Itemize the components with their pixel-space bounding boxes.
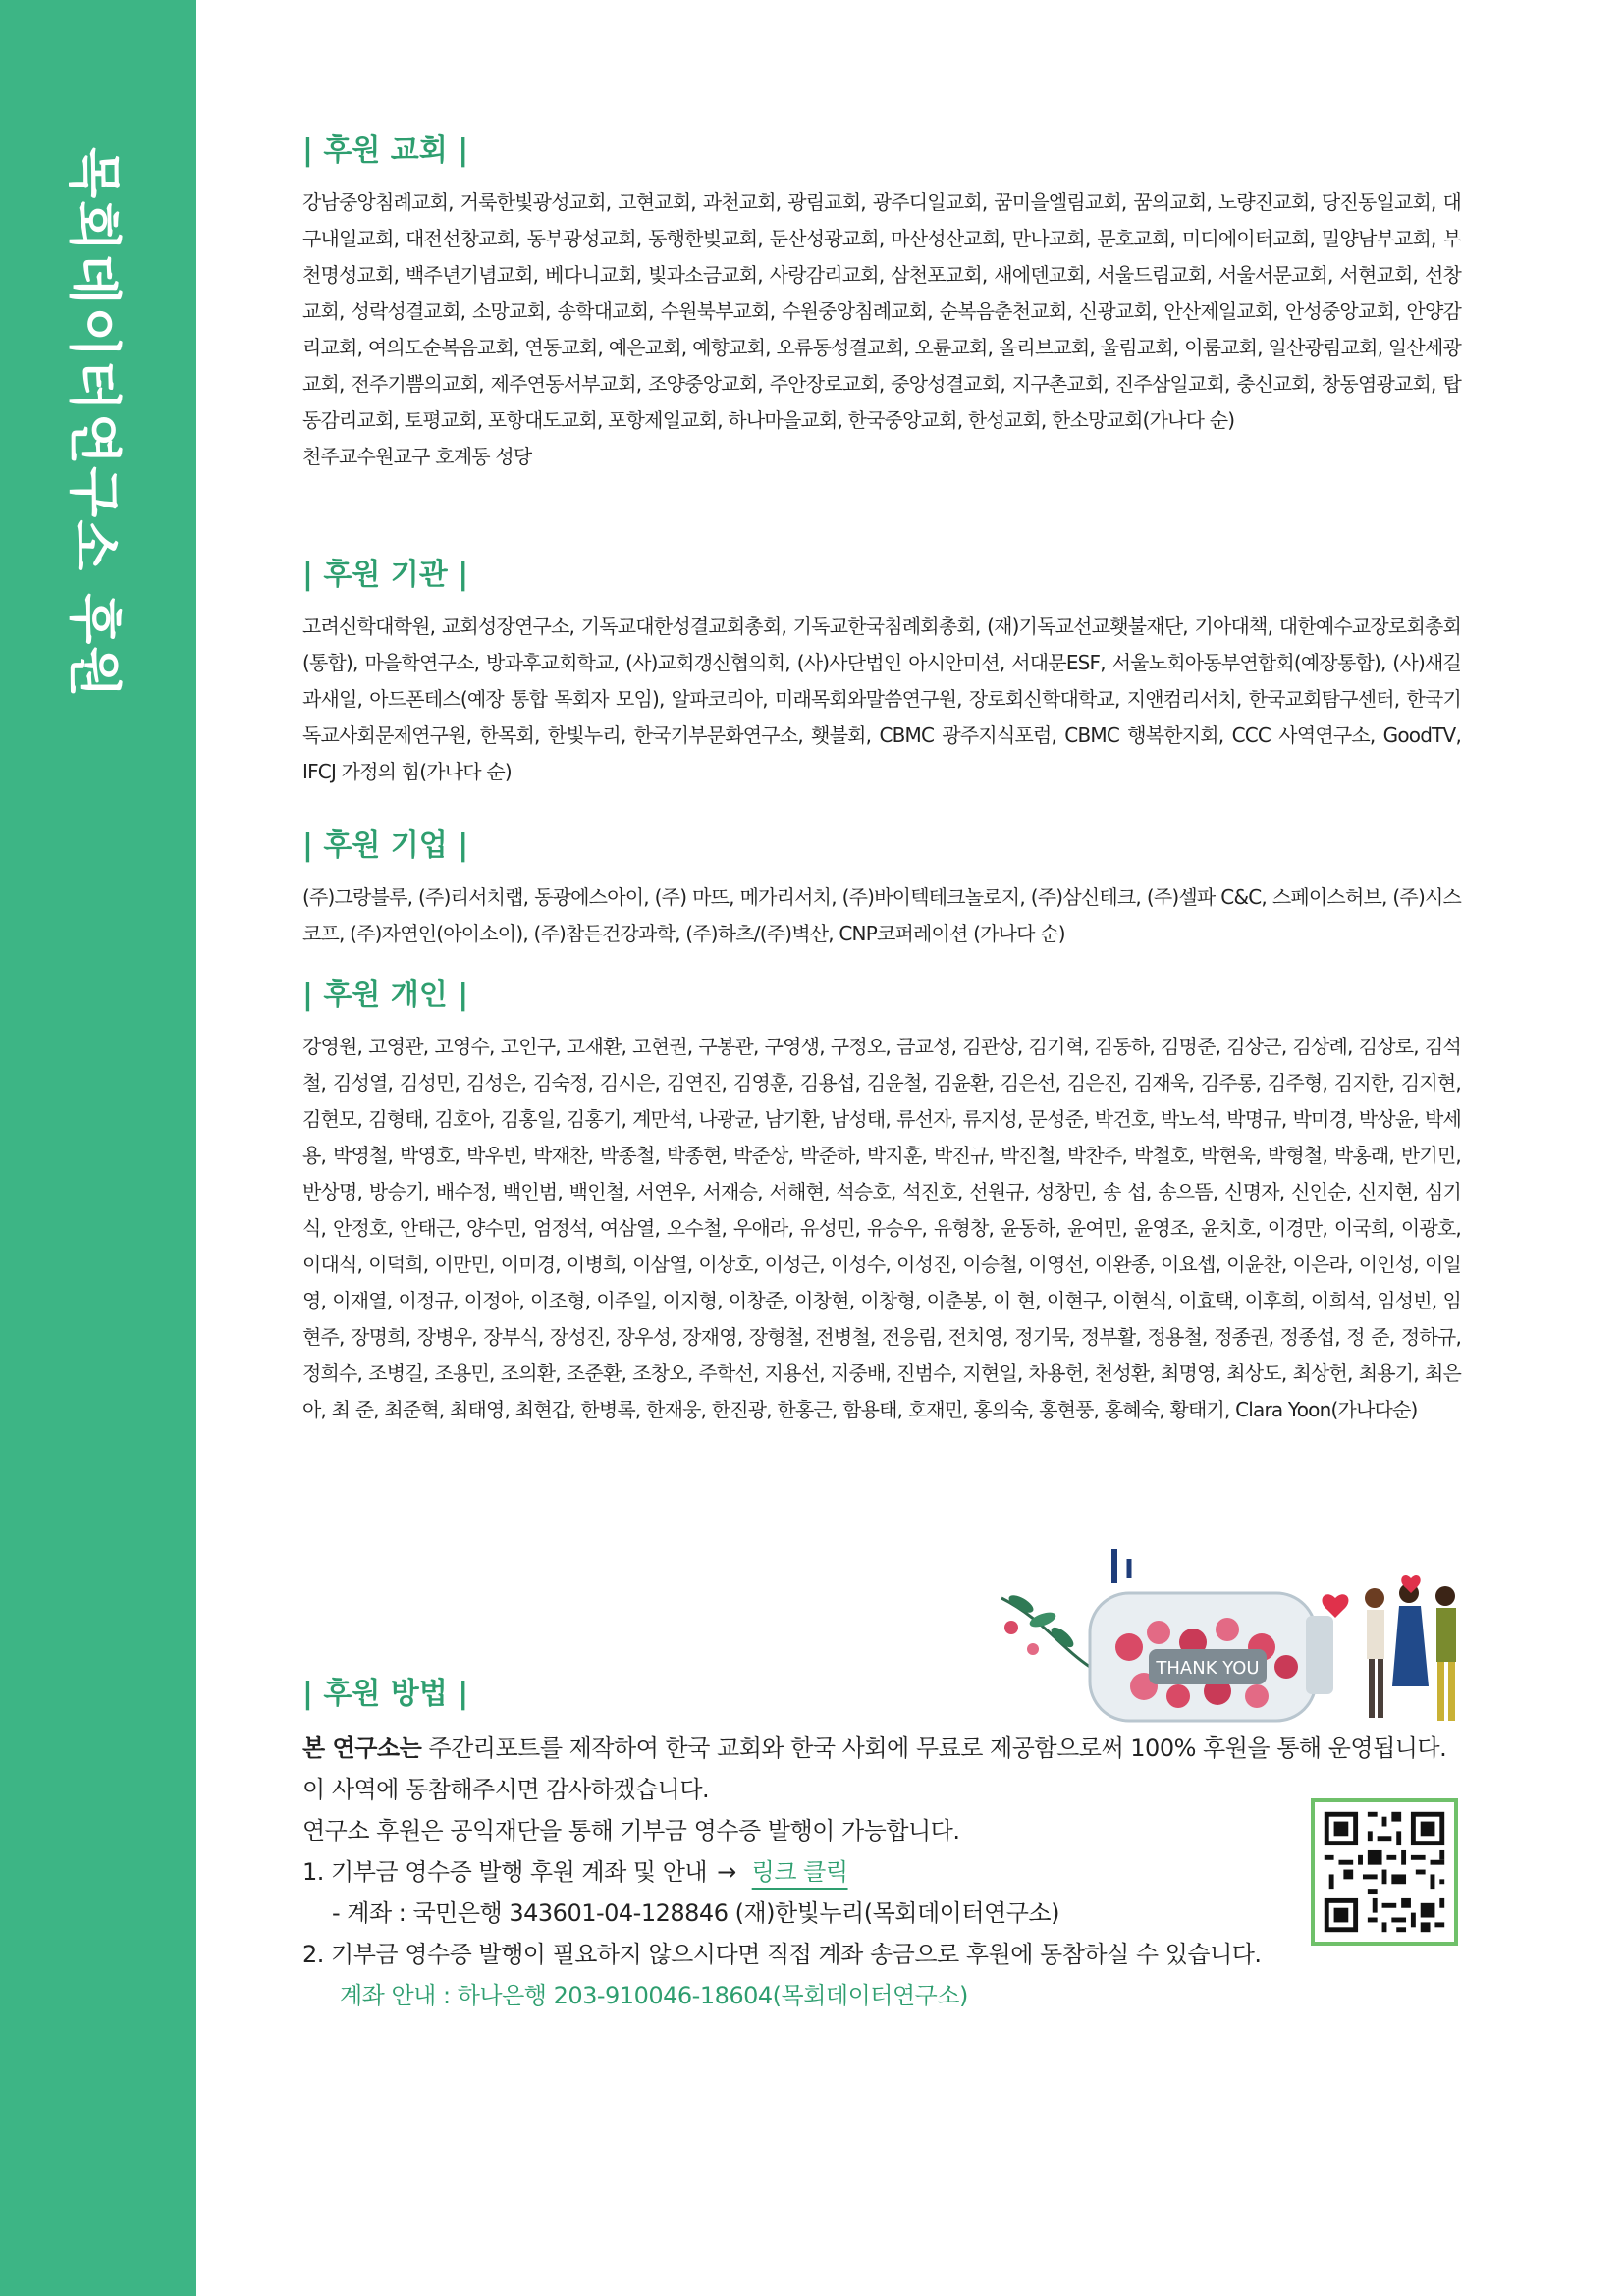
heading-companies: | 후원 기업 | <box>302 828 469 863</box>
sidebar-title: 목회데이터연구소 후원 <box>63 147 126 700</box>
heading-individuals: | 후원 개인 | <box>302 978 469 1012</box>
institutions-list: 고려신학대학원, 교회성장연구소, 기독교대한성결교회총회, 기독교한국침례회총회, (재)기독교선교횃불재단, 기아대책, 대한예수교장로회총회(통합), 마을학연구소, 방과후교회학교, (사)교회갱신협의회, (사)사단법인 아시안미션, 서대문ESF, 서울노회아동부연합회(예장통합), (사)새길과새일, 아드폰테스(예장 통합 목회자 모임), 알파코리아, 미래목회와말씀연구원, 장로회신학대학교, 지앤컴리서치, 한국교회탐구센터, 한국기독교사회문제연구원, 한목회, 한빛누리, 한국기부문화연구소, 횃불회, CBMC 광주지식포럼, CBMC 행복한지회, CCC 사역연구소, GoodTV, IFCJ 가정의 힘(가나다 순) <box>302 614 1461 783</box>
people <box>1323 1575 1456 1721</box>
method-account-kb: - 계좌 : 국민은행 343601-04-128846 (재)한빛누리(목회데이터연구소) <box>332 1899 1059 1927</box>
method-step-1-text: 1. 기부금 영수증 발행 후원 계좌 및 안내 <box>302 1858 708 1886</box>
heading-institutions: | 후원 기관 | <box>302 558 469 592</box>
method-account-hana: 계좌 안내 : 하나은행 203-910046-18604(목회데이터연구소) <box>340 1982 968 2009</box>
qr-code[interactable] <box>1311 1798 1458 1946</box>
qr-code-icon <box>1315 1802 1454 1942</box>
arrow-right-icon: → <box>717 1858 736 1886</box>
method-step-1 <box>302 1851 1461 1893</box>
method-intro <box>302 1728 1461 1810</box>
jar-label: THANK YOU <box>1156 1658 1260 1679</box>
jar <box>1090 1549 1333 1721</box>
churches-extra: 천주교수원교구 호계동 성당 <box>302 445 532 468</box>
method-receipt-note: 연구소 후원은 공익재단을 통해 기부금 영수증 발행이 가능합니다. <box>302 1817 960 1844</box>
section-companies <box>302 821 1461 952</box>
companies-list: (주)그랑블루, (주)리서치랩, 동광에스아이, (주) 마뜨, 메가리서치, (주)바이텍테크놀로지, (주)삼신테크, (주)셀파 C&C, 스페이스허브, (주)시스코프, (주)자연인(아이소이), (주)참든건강과학, (주)하츠/(주)벽산, CNP코퍼레이션 (가나다 순) <box>302 885 1461 945</box>
individuals-list: 강영원, 고영관, 고영수, 고인구, 고재환, 고현권, 구봉관, 구영생, 구정오, 금교성, 김관상, 김기혁, 김동하, 김명준, 김상근, 김상례, 김상로, 김석철, 김성열, 김성민, 김성은, 김숙정, 김시은, 김연진, 김영훈, 김용섭, 김윤철, 김윤환, 김은선, 김은진, 김재욱, 김주롱, 김주형, 김지한, 김지현, 김현모, 김형태, 김호아, 김홍일, 김홍기, 계만석, 나광균, 남기환, 남성태, 류선자, 류지성, 문성준, 박건호, 박노석, 박명규, 박미경, 박상윤, 박세용, 박영철, 박영호, 박우빈, 박재찬, 박종철, 박종현, 박준상, 박준하, 박지훈, 박진규, 박진철, 박찬주, 박철호, 박현욱, 박형철, 박홍래, 반기민, 반상명, 방승기, 배수정, 백인범, 백인철, 서연우, 서재승, 서해현, 석승호, 석진호, 선원규, 성창민, 송 섭, 송으뜸, 신명자, 신인순, 신지현, 심기식, 안정호, 안태근, 양수민, 엄정석, 여삼열, 오수철, 우애라, 유성민, 유승우, 유형창, 윤동하, 윤여민, 윤영조, 윤치호, 이경만, 이국희, 이광호, 이대식, 이덕희, 이만민, 이미경, 이병희, 이삼열, 이상호, 이성근, 이성수, 이성진, 이승철, 이영선, 이완종, 이요셉, 이윤찬, 이은라, 이인성, 이일영, 이재열, 이정규, 이정아, 이조형, 이주일, 이지형, 이창준, 이창현, 이창형, 이춘봉, 이 현, 이현구, 이현식, 이효택, 이후희, 이희석, 임성빈, 임현주, 장명희, 장병우, 장부식, 장성진, 장우성, 장재영, 장형철, 전병철, 전응림, 전치영, 정기묵, 정부활, 정용철, 정종권, 정종섭, 정 준, 정하규, 정희수, 조병길, 조용민, 조의환, 조준환, 조창오, 주학선, 지용선, 지중배, 진범수, 지현일, 차용헌, 천성환, 최명영, 최상도, 최상헌, 최용기, 최은아, 최 준, 최준혁, 최태영, 최현갑, 한병록, 한재웅, 한진광, 한홍근, 함용태, 호재민, 홍의숙, 홍현풍, 홍혜숙, 황태기, Clara Yoon(가나다순) <box>302 1035 1461 1421</box>
section-individuals <box>302 970 1461 1428</box>
churches-list: 강남중앙침례교회, 거룩한빛광성교회, 고현교회, 과천교회, 광림교회, 광주디일교회, 꿈미을엘림교회, 꿈의교회, 노량진교회, 당진동일교회, 대구내일교회, 대전선창교회, 동부광성교회, 동행한빛교회, 둔산성광교회, 마산성산교회, 만나교회, 문호교회, 미디에이터교회, 밀양남부교회, 부천명성교회, 백주년기념교회, 베다니교회, 빛과소금교회, 사랑감리교회, 삼천포교회, 새에덴교회, 서울드림교회, 서울서문교회, 서현교회, 선창교회, 성락성결교회, 소망교회, 송학대교회, 수원북부교회, 수원중앙침례교회, 순복음춘천교회, 신광교회, 안산제일교회, 안성중앙교회, 안양감리교회, 여의도순복음교회, 연동교회, 예은교회, 예향교회, 오류동성결교회, 오륜교회, 올리브교회, 울림교회, 이룸교회, 일산광림교회, 일산세광교회, 전주기쁨의교회, 제주연동서부교회, 조양중앙교회, 주안장로교회, 중앙성결교회, 지구촌교회, 진주삼일교회, 충신교회, 창동염광교회, 탑동감리교회, 토평교회, 포항대도교회, 포항제일교회, 하나마을교회, 한국중앙교회, 한성교회, 한소망교회(가나다 순) <box>302 190 1461 432</box>
leaf-branch <box>1001 1592 1090 1667</box>
link-click[interactable]: 링크 클릭 <box>751 1858 848 1886</box>
sidebar <box>0 0 196 2296</box>
thank-you-jar-illustration <box>982 1539 1473 1735</box>
method-intro-rest: 주간리포트를 제작하여 한국 교회와 한국 사회에 무료로 제공함으로써 100% 후원을 통해 운영됩니다. 이 사역에 동참해주시면 감사하겠습니다. <box>302 1735 1447 1803</box>
heading-method: | 후원 방법 | <box>302 1677 469 1711</box>
method-intro-bold: 본 연구소는 <box>302 1735 422 1762</box>
section-churches <box>302 126 1461 475</box>
section-institutions <box>302 550 1461 790</box>
method-step-2: 2. 기부금 영수증 발행이 필요하지 않으시다면 직접 계좌 송금으로 후원에 동참하실 수 있습니다. <box>302 1941 1262 1968</box>
heading-churches: | 후원 교회 | <box>302 133 469 168</box>
